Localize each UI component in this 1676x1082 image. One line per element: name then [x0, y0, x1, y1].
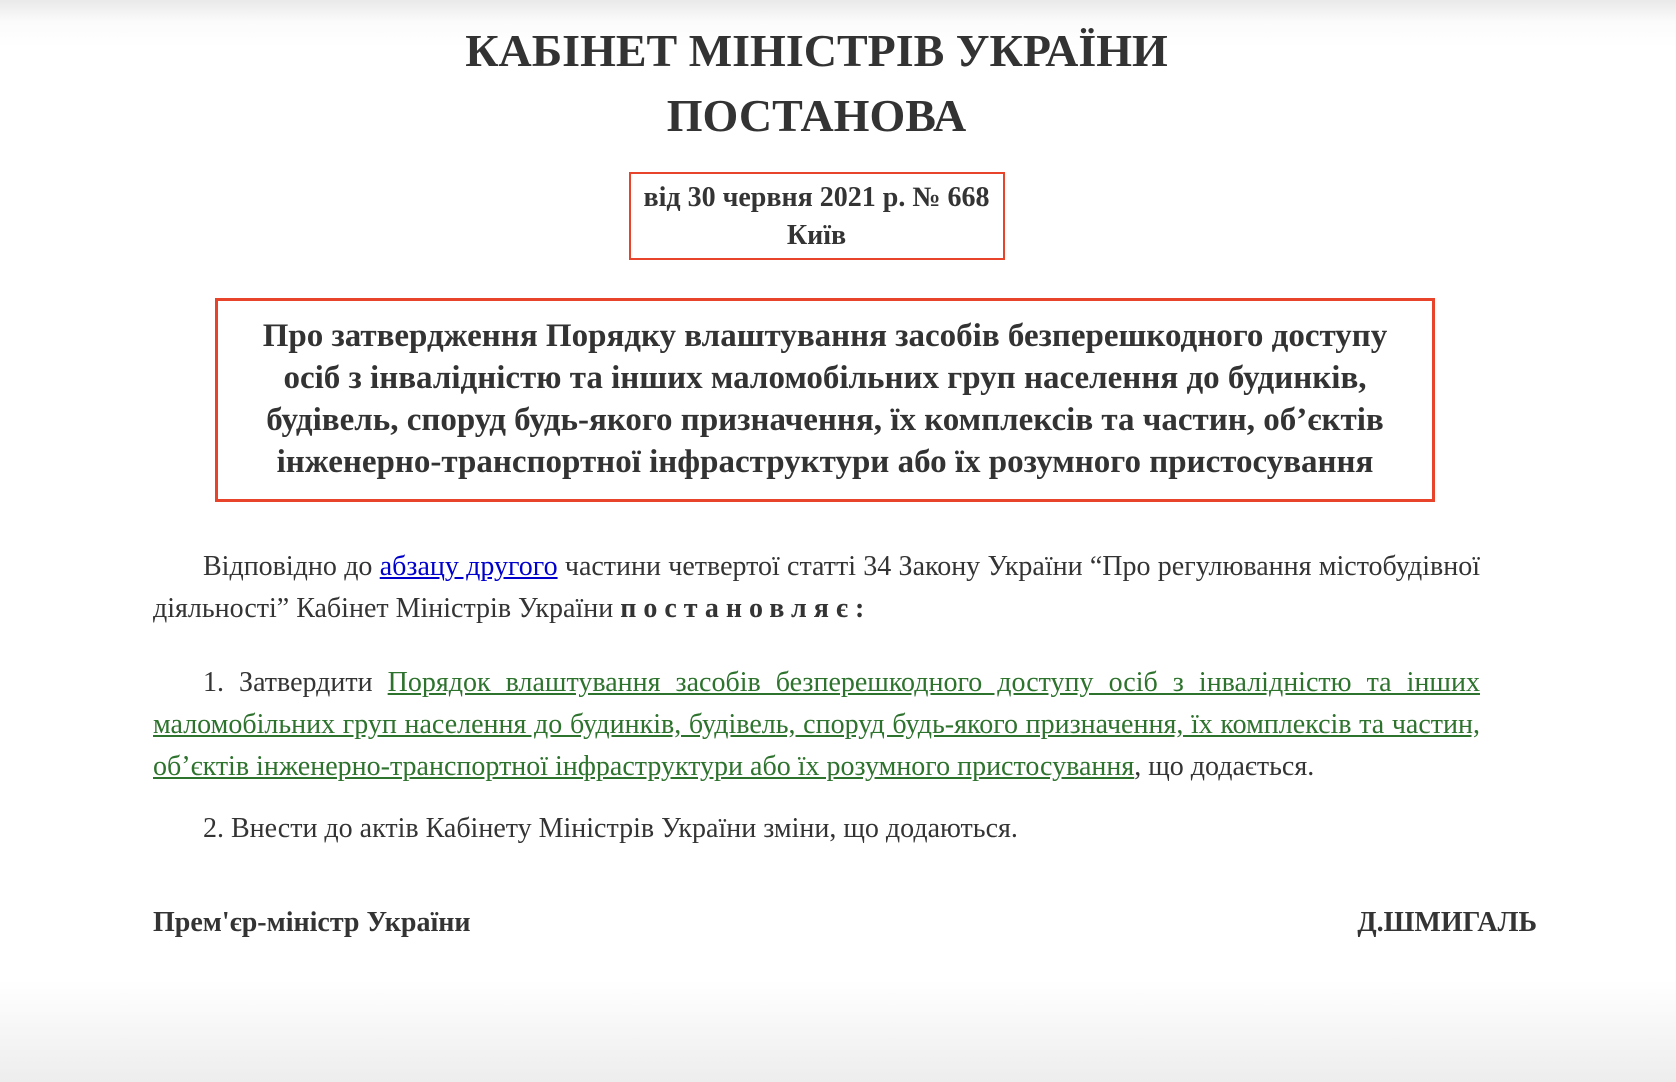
- org-name-heading: КАБІНЕТ МІНІСТРІВ УКРАЇНИ: [465, 25, 1168, 76]
- item-1-text-after-link: , що додається.: [1134, 751, 1315, 782]
- date-line: від 30 червня 2021 р. № 668: [643, 182, 990, 213]
- date-city-box: [629, 172, 1005, 260]
- item-2-paragraph: 2. Внести до актів Кабінету Міністрів України зміни, що додаються.: [203, 813, 1018, 844]
- decree-title: Про затвердження Порядку влаштування засобів безперешкодного доступу осіб з інвалідністю та інших маломобільних груп населення до будинків, будівель, споруд будь-якого призначення, їх комплексів та частин, об’єктів інженерно-транспортної інфраструктури або їх розумного пристосування: [262, 318, 1388, 480]
- item-1-procedure-link[interactable]: Порядок влаштування засобів безперешкодного доступу осіб з інвалідністю та інших маломобільних груп населення до будинків, будівель, споруд будь-якого призначення, їх комплексів та частин, об’єктів інженерно-транспортної інфраструктури або їх розумного пристосування: [153, 667, 1480, 782]
- document-content: [153, 0, 1537, 944]
- intro-text-before-link: Відповідно до: [203, 551, 380, 582]
- item-1-text-before-link: 1. Затвердити: [203, 667, 388, 698]
- intro-paragraph: [153, 546, 1480, 630]
- intro-law-link[interactable]: абзацу другого: [379, 551, 558, 582]
- city-line: Київ: [786, 220, 847, 251]
- signature-name: Д.ШМИГАЛЬ: [1357, 907, 1537, 938]
- signature-position: Прем'єр-міністр України: [153, 907, 471, 938]
- item-1-paragraph: [153, 662, 1480, 788]
- decree-word: постановляє:: [620, 593, 872, 624]
- decree-title-box: [215, 298, 1435, 502]
- signature-row: [153, 902, 1537, 944]
- intro-text-after-link: частини четвертої статті 34 Закону України “Про регулювання містобудівної діяльності” Кабінет Міністрів України: [153, 551, 1480, 624]
- doc-type-heading: ПОСТАНОВА: [666, 90, 967, 141]
